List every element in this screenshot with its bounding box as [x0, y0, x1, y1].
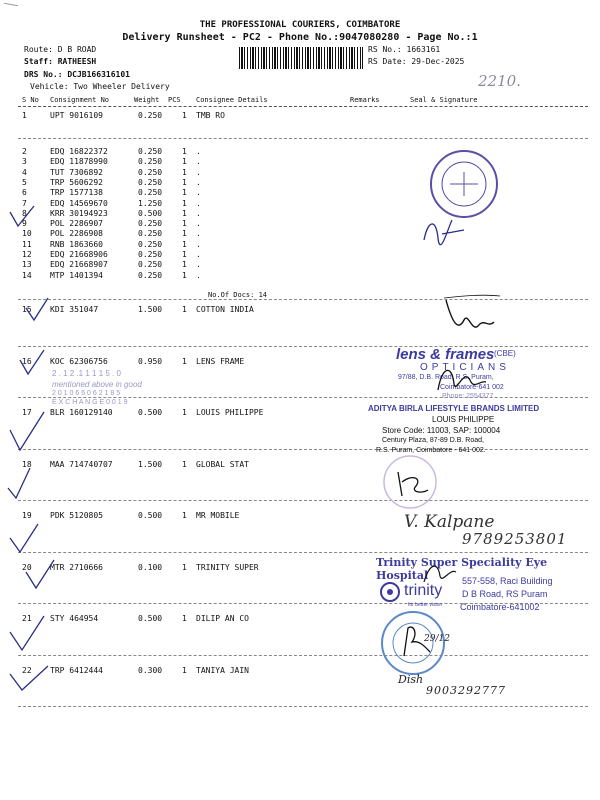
- row-sno: 9: [22, 219, 27, 229]
- row-consignee: LOUIS PHILIPPE: [196, 408, 264, 417]
- row-weight: 0.250: [138, 147, 163, 156]
- handwritten-phone: 9789253801: [462, 530, 568, 548]
- row-consignment: EDQ 21668907: [50, 260, 108, 270]
- handwritten-date: 29/12: [424, 634, 450, 644]
- handwritten-signature: Dish: [398, 673, 424, 686]
- docs-count: No.Of Docs: 14: [208, 291, 268, 299]
- aditya-stamp-addr2: R.S. Puram, Coimbatore - 641 002.: [376, 447, 486, 454]
- runsheet-subtitle: Delivery Runsheet - PC2 - Phone No.:9047080280 - Page No.:1: [122, 32, 478, 43]
- row-consignment: KDI 351047: [50, 305, 99, 314]
- row-consignment: MTR 2710666: [50, 562, 103, 572]
- row-sno: 7: [22, 198, 27, 208]
- staff-label: Staff: RATHEESH: [24, 57, 97, 66]
- row-pcs: 1: [182, 167, 187, 177]
- lens-stamp-city: Coimbatore-641 002: [440, 384, 504, 391]
- row-consignee: LENS FRAME: [196, 356, 245, 366]
- trinity-stamp-addr3: Coimbatore-641002: [460, 602, 540, 612]
- row-consignment: TRP 6412444: [50, 665, 103, 675]
- row-consignee: GLOBAL STAT: [196, 459, 249, 469]
- faded-stamp-line: mentioned above in good: [52, 380, 142, 389]
- row-pcs: 1: [182, 562, 187, 572]
- trinity-logo-text: trinity: [404, 582, 443, 599]
- row-weight: 0.250: [138, 260, 163, 270]
- row-weight: 1.500: [138, 459, 163, 469]
- row-weight: 0.250: [138, 239, 163, 249]
- row-consignment: TRP 1577138: [50, 188, 103, 198]
- row-divider: [18, 397, 588, 398]
- row-pcs: 1: [182, 614, 187, 623]
- row-weight: 0.250: [138, 229, 163, 239]
- row-sno: 14: [22, 270, 32, 280]
- check-mark-icon: [6, 466, 36, 502]
- row-consignee: TMB RO: [196, 111, 225, 120]
- row-sno: 1: [22, 111, 27, 120]
- row-consignee: .: [196, 250, 201, 259]
- row-weight: 0.950: [138, 356, 163, 366]
- lens-stamp-opticians: OPTICIANS: [420, 362, 510, 373]
- row-divider: [18, 500, 588, 501]
- lens-stamp-title: lens & frames: [396, 346, 495, 363]
- scan-mark: [4, 3, 18, 6]
- row-sno: 8: [22, 208, 27, 218]
- row-divider: [18, 299, 588, 300]
- row-pcs: 1: [182, 229, 187, 239]
- check-mark-icon: [8, 410, 48, 454]
- lens-stamp-addr: 97/88, D.B. Road, R.S. Puram,: [398, 374, 494, 381]
- faded-stamp-line: 2 0 1 0 6 6 0 6 2 1 8 5: [52, 390, 121, 397]
- faded-stamp-line: 2 . 1 2 .1 1 1 1 5 . 0: [52, 369, 121, 378]
- row-sno: 2: [22, 147, 27, 156]
- row-consignee: TRINITY SUPER: [196, 562, 259, 572]
- row-weight: 0.100: [138, 562, 163, 572]
- row-consignment: KRR 30194923: [50, 208, 108, 218]
- row-consignee: .: [196, 260, 201, 270]
- row-weight: 0.250: [138, 167, 163, 177]
- aditya-stamp-code: Store Code: 11003, SAP: 100004: [382, 426, 501, 435]
- row-sno: 3: [22, 157, 27, 167]
- row-sno: 4: [22, 167, 27, 177]
- row-consignee: .: [196, 229, 201, 239]
- lens-stamp-phone: Phone: 2554377: [442, 393, 494, 400]
- row-divider: [18, 552, 588, 553]
- row-weight: 1.250: [138, 198, 163, 208]
- row-pcs: 1: [182, 511, 187, 520]
- rs-number: RS No.: 1663161: [368, 45, 441, 54]
- row-consignee: MR MOBILE: [196, 511, 240, 520]
- check-mark-icon: [8, 204, 38, 234]
- row-consignment: EDQ 11878990: [50, 157, 108, 167]
- row-consignee: TANIYA JAIN: [196, 665, 249, 675]
- rs-date: RS Date: 29-Dec-2025: [368, 57, 465, 66]
- aditya-stamp-addr1: Century Plaza, 87-89 D.B. Road,: [382, 437, 484, 444]
- row-divider: [18, 655, 588, 656]
- row-sno: 21: [22, 614, 32, 623]
- row-weight: 0.500: [138, 208, 163, 218]
- row-consignment: KOC 62306756: [50, 356, 108, 366]
- row-pcs: 1: [182, 356, 187, 366]
- col-remarks: Remarks: [350, 96, 380, 104]
- row-consignee: DILIP AN CO: [196, 614, 249, 623]
- company-title: THE PROFESSIONAL COURIERS, COIMBATORE: [199, 20, 401, 30]
- drs-number: DRS No.: DCJB166316101: [24, 70, 130, 79]
- row-weight: 0.250: [138, 219, 163, 229]
- row-sno: 17: [22, 408, 32, 417]
- row-pcs: 1: [182, 270, 187, 280]
- col-weight: Weight: [134, 96, 160, 104]
- row-divider: [18, 449, 588, 450]
- trinity-tagline: for better vision: [408, 602, 443, 608]
- vehicle-label: Vehicle: Two Wheeler Delivery: [30, 82, 170, 91]
- col-pcs: PCS: [168, 96, 181, 104]
- row-sno: 18: [22, 459, 32, 469]
- row-consignee: .: [196, 219, 201, 229]
- row-pcs: 1: [182, 177, 187, 187]
- row-weight: 0.300: [138, 665, 163, 675]
- signature: [392, 468, 432, 500]
- row-consignee: .: [196, 198, 201, 208]
- row-sno: 16: [22, 356, 32, 366]
- row-sno: 6: [22, 188, 27, 198]
- signature: [430, 360, 490, 400]
- aditya-stamp-title: ADITYA BIRLA LIFESTYLE BRANDS LIMITED: [368, 404, 540, 413]
- check-mark-icon: [8, 522, 42, 556]
- row-consignee: .: [196, 157, 201, 167]
- row-consignment: EDQ 21668906: [50, 250, 108, 259]
- row-consignment: POL 2286908: [50, 229, 103, 239]
- row-sno: 11: [22, 239, 32, 249]
- row-pcs: 1: [182, 208, 187, 218]
- col-consignee: Consignee Details: [196, 96, 268, 104]
- row-sno: 13: [22, 260, 32, 270]
- row-consignment: PDK 5120805: [50, 511, 103, 520]
- col-seal: Seal & Signature: [410, 96, 478, 104]
- row-consignment: EDQ 14569670: [50, 198, 108, 208]
- row-consignment: MTP 1401394: [50, 270, 103, 280]
- row-consignment: RNB 1863660: [50, 239, 103, 249]
- lens-stamp-sub: (CBE): [494, 349, 516, 358]
- row-divider: [18, 138, 588, 139]
- row-divider: [18, 706, 588, 707]
- row-sno: 22: [22, 665, 32, 675]
- row-divider: [18, 346, 588, 347]
- row-pcs: 1: [182, 111, 187, 120]
- row-consignee: .: [196, 167, 201, 177]
- row-sno: 5: [22, 177, 27, 187]
- row-weight: 0.250: [138, 188, 163, 198]
- row-pcs: 1: [182, 459, 187, 469]
- row-sno: 19: [22, 511, 32, 520]
- header-divider: [18, 106, 588, 107]
- row-pcs: 1: [182, 408, 187, 417]
- col-sno: S No: [22, 96, 39, 104]
- row-weight: 0.500: [138, 511, 163, 520]
- row-consignee: .: [196, 147, 201, 156]
- row-pcs: 1: [182, 239, 187, 249]
- row-consignment: STY 464954: [50, 614, 99, 623]
- handwritten-note: 2210.: [478, 72, 521, 90]
- row-weight: 0.250: [138, 157, 163, 167]
- row-pcs: 1: [182, 305, 187, 314]
- row-sno: 15: [22, 305, 32, 314]
- col-consignment: Consignment No: [50, 96, 110, 104]
- row-pcs: 1: [182, 157, 187, 167]
- row-pcs: 1: [182, 198, 187, 208]
- row-consignee: .: [196, 270, 201, 280]
- row-consignee: COTTON INDIA: [196, 305, 254, 314]
- row-consignee: .: [196, 177, 201, 187]
- aditya-stamp-brand: LOUIS PHILIPPE: [432, 415, 495, 424]
- check-mark-icon: [24, 296, 52, 324]
- trinity-stamp-addr1: 557-558, Raci Building: [462, 576, 553, 586]
- row-consignee: .: [196, 208, 201, 218]
- trinity-stamp-title: Trinity Super Speciality Eye Hospital: [376, 556, 548, 582]
- row-consignee: .: [196, 188, 201, 198]
- row-weight: 1.500: [138, 305, 163, 314]
- row-sno: 10: [22, 229, 32, 239]
- row-pcs: 1: [182, 188, 187, 198]
- signature: [418, 210, 478, 250]
- check-mark-icon: [24, 558, 58, 592]
- row-weight: 0.250: [138, 270, 163, 280]
- row-pcs: 1: [182, 260, 187, 270]
- trinity-logo-icon: [378, 580, 402, 604]
- check-mark-icon: [8, 664, 52, 694]
- route-label: Route: D B ROAD: [24, 45, 97, 54]
- row-consignment: POL 2286907: [50, 219, 103, 229]
- faded-stamp-line: E X C H A N G E 0 0 1 9: [52, 399, 128, 406]
- row-weight: 0.500: [138, 408, 163, 417]
- handwritten-phone: 9003292777: [426, 684, 506, 697]
- signature: [420, 558, 460, 588]
- row-consignment: BLR 160129140: [50, 408, 113, 417]
- row-weight: 0.250: [138, 250, 163, 259]
- row-weight: 0.250: [138, 177, 163, 187]
- handwritten-name: V. Kalpane: [404, 512, 495, 532]
- row-pcs: 1: [182, 219, 187, 229]
- check-mark-icon: [18, 348, 48, 378]
- row-weight: 0.500: [138, 614, 163, 623]
- row-consignment: EDQ 16822372: [50, 147, 108, 156]
- barcode: [239, 47, 363, 69]
- row-weight: 0.250: [138, 111, 163, 120]
- row-pcs: 1: [182, 147, 187, 156]
- check-mark-icon: [8, 614, 48, 654]
- row-consignment: MAA 714740707: [50, 459, 113, 469]
- row-pcs: 1: [182, 250, 187, 259]
- row-consignment: TUT 7306892: [50, 167, 103, 177]
- row-sno: 12: [22, 250, 32, 259]
- trinity-stamp-addr2: D B Road, RS Puram: [462, 589, 548, 599]
- row-pcs: 1: [182, 665, 187, 675]
- row-consignment: TRP 5606292: [50, 177, 103, 187]
- signature: [442, 292, 502, 342]
- row-sno: 20: [22, 562, 32, 572]
- row-consignment: UPT 9016109: [50, 111, 103, 120]
- row-consignee: .: [196, 239, 201, 249]
